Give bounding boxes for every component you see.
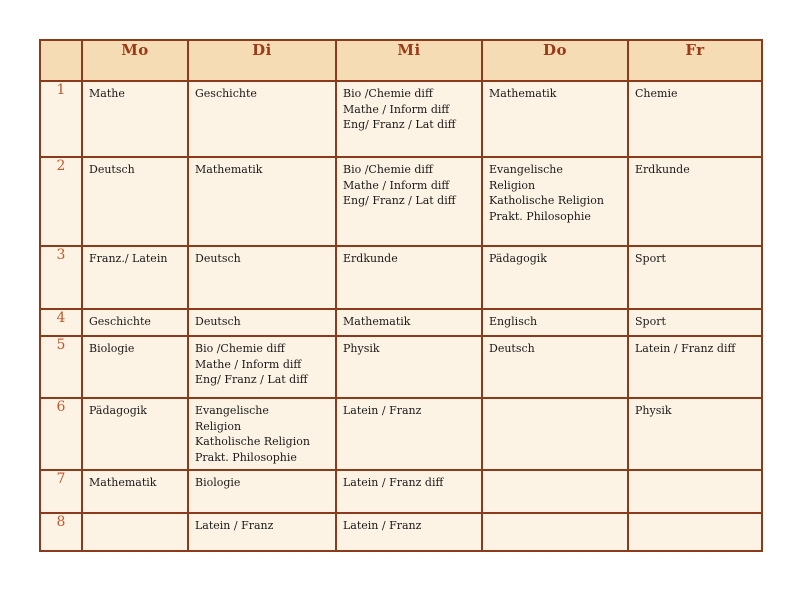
lesson-line: Latein / Franz — [343, 519, 422, 532]
lesson-cell — [336, 309, 482, 336]
lesson-cell — [482, 157, 628, 246]
period-number: 6 — [40, 398, 82, 470]
lesson-cell — [628, 513, 762, 551]
timetable — [39, 39, 763, 552]
lesson-line: Physik — [635, 404, 672, 417]
period-number: 3 — [40, 246, 82, 309]
lesson-cell — [482, 513, 628, 551]
lesson-cell — [82, 309, 188, 336]
lesson-line: Evangelische — [195, 404, 269, 417]
lesson-line: Deutsch — [89, 163, 135, 176]
day-header-di: Di — [188, 40, 336, 81]
lesson-cell — [336, 470, 482, 513]
lesson-cell — [628, 246, 762, 309]
period-number: 4 — [40, 309, 82, 336]
lesson-cell — [82, 336, 188, 398]
period-number: 7 — [40, 470, 82, 513]
period-number: 2 — [40, 157, 82, 246]
lesson-line: Mathematik — [195, 163, 263, 176]
lesson-cell — [336, 81, 482, 157]
table-row — [40, 81, 762, 157]
lesson-line: Mathematik — [343, 315, 411, 328]
lesson-cell — [188, 513, 336, 551]
lesson-cell — [628, 398, 762, 470]
lesson-line: Biologie — [89, 342, 135, 355]
lesson-line: Latein / Franz — [343, 404, 422, 417]
day-header-mo: Mo — [82, 40, 188, 81]
lesson-line: Deutsch — [195, 315, 241, 328]
day-header-do: Do — [482, 40, 628, 81]
lesson-line: Evangelische — [489, 163, 563, 176]
lesson-line: Latein / Franz diff — [635, 342, 736, 355]
lesson-line: Eng/ Franz / Lat diff — [195, 373, 308, 386]
table-row — [40, 157, 762, 246]
lesson-line: Englisch — [489, 315, 538, 328]
lesson-line: Erdkunde — [343, 252, 398, 265]
lesson-line: Sport — [635, 252, 666, 265]
lesson-line: Mathe / Inform diff — [195, 357, 302, 371]
lesson-line: Mathematik — [89, 476, 157, 489]
lesson-line: Geschichte — [89, 315, 151, 328]
lesson-line: Eng/ Franz / Lat diff — [343, 118, 456, 131]
lesson-cell — [482, 309, 628, 336]
lesson-cell — [188, 81, 336, 157]
period-number: 5 — [40, 336, 82, 398]
lesson-line: Biologie — [195, 476, 241, 489]
lesson-cell — [482, 470, 628, 513]
lesson-cell — [628, 309, 762, 336]
lesson-cell — [482, 398, 628, 470]
lesson-line: Bio /Chemie diff — [343, 163, 433, 176]
period-number: 8 — [40, 513, 82, 551]
lesson-line: Mathe / Inform diff — [343, 102, 450, 116]
lesson-cell — [628, 157, 762, 246]
lesson-cell — [628, 470, 762, 513]
lesson-cell — [188, 470, 336, 513]
lesson-line: Latein / Franz — [195, 519, 274, 532]
lesson-cell — [188, 309, 336, 336]
lesson-cell — [188, 336, 336, 398]
lesson-line: Chemie — [635, 87, 678, 100]
lesson-line: Prakt. Philosophie — [489, 209, 591, 223]
lesson-line: Deutsch — [195, 252, 241, 265]
day-header-fr: Fr — [628, 40, 762, 81]
lesson-cell — [188, 157, 336, 246]
lesson-cell — [482, 336, 628, 398]
lesson-line: Mathe / Inform diff — [343, 178, 450, 192]
header-corner-cell — [40, 40, 82, 81]
period-number: 1 — [40, 81, 82, 157]
lesson-line: Geschichte — [195, 87, 257, 100]
lesson-cell — [82, 513, 188, 551]
lesson-cell — [82, 470, 188, 513]
lesson-line: Pädagogik — [489, 252, 547, 265]
lesson-line: Mathe — [89, 87, 125, 100]
header-row — [40, 40, 762, 81]
lesson-cell — [628, 336, 762, 398]
table-row — [40, 336, 762, 398]
lesson-cell — [336, 157, 482, 246]
lesson-cell — [336, 336, 482, 398]
lesson-cell — [628, 81, 762, 157]
lesson-line: Bio /Chemie diff — [195, 342, 285, 355]
lesson-line: Bio /Chemie diff — [343, 87, 433, 100]
lesson-cell — [188, 246, 336, 309]
table-row — [40, 513, 762, 551]
lesson-cell — [82, 81, 188, 157]
day-header-mi: Mi — [336, 40, 482, 81]
table-row — [40, 309, 762, 336]
lesson-cell — [336, 513, 482, 551]
table-row — [40, 398, 762, 470]
lesson-line: Religion — [489, 178, 536, 192]
lesson-cell — [482, 81, 628, 157]
lesson-line: Katholische Religion — [489, 194, 604, 207]
lesson-cell — [188, 398, 336, 470]
lesson-line: Deutsch — [489, 342, 535, 355]
lesson-cell — [336, 398, 482, 470]
lesson-cell — [82, 157, 188, 246]
table-row — [40, 470, 762, 513]
lesson-line: Prakt. Philosophie — [195, 450, 297, 464]
lesson-line: Religion — [195, 419, 242, 433]
lesson-line: Mathematik — [489, 87, 557, 100]
lesson-line: Katholische Religion — [195, 435, 310, 448]
lesson-cell — [82, 398, 188, 470]
lesson-cell — [82, 246, 188, 309]
lesson-line: Eng/ Franz / Lat diff — [343, 194, 456, 207]
lesson-cell — [336, 246, 482, 309]
lesson-line: Franz./ Latein — [89, 252, 168, 265]
lesson-line: Erdkunde — [635, 163, 690, 176]
table-row — [40, 246, 762, 309]
lesson-line: Latein / Franz diff — [343, 476, 444, 489]
lesson-line: Physik — [343, 342, 380, 355]
lesson-line: Pädagogik — [89, 404, 147, 417]
lesson-cell — [482, 246, 628, 309]
lesson-line: Sport — [635, 315, 666, 328]
